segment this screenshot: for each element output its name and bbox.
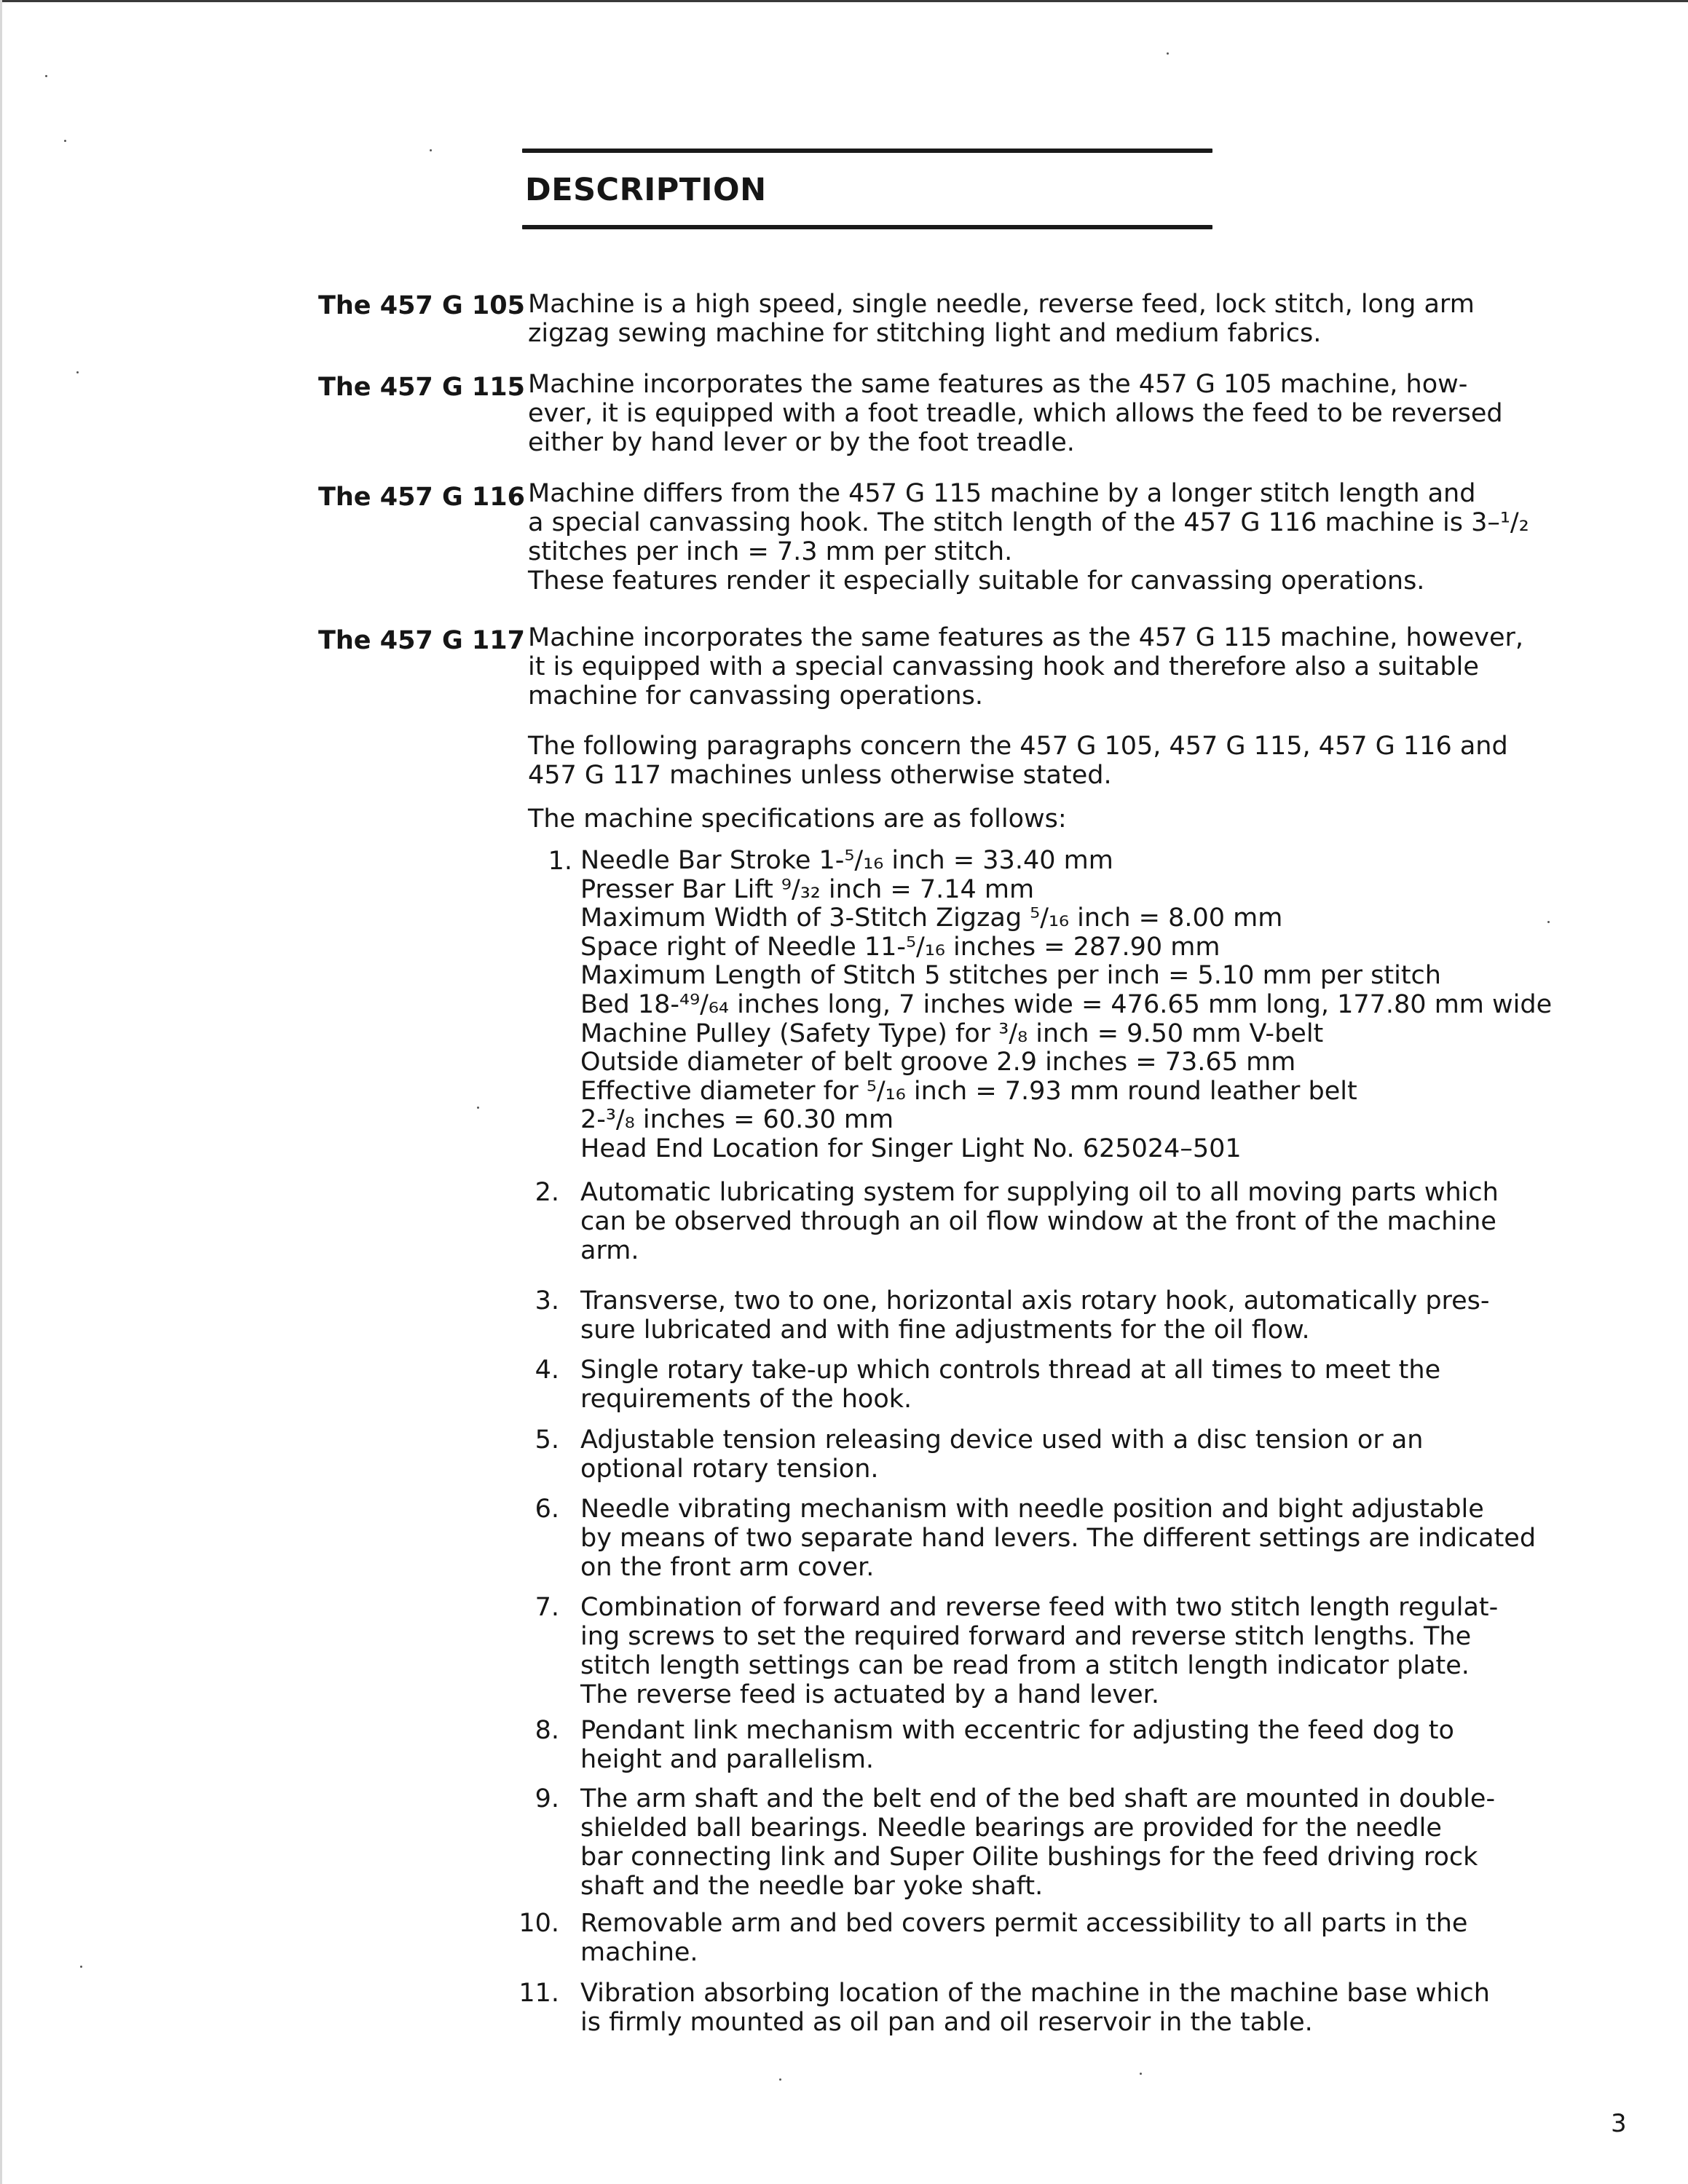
- text-line: Machine differs from the 457 G 115 machine by a longer stitch length and: [528, 479, 1476, 508]
- text-line: machine.: [580, 1938, 698, 1967]
- text-line: Transverse, two to one, horizontal axis rotary hook, automatically pres-: [580, 1286, 1490, 1315]
- spec-list: [580, 847, 1552, 1164]
- item-number: 6.: [535, 1495, 559, 1524]
- text-line: Machine incorporates the same features as the 457 G 105 machine, how-: [528, 370, 1468, 399]
- text-line: is firmly mounted as oil pan and oil reservoir in the table.: [580, 2008, 1313, 2037]
- scan-speck: [1140, 2073, 1142, 2075]
- scan-speck: [80, 1966, 82, 1968]
- page-title: DESCRIPTION: [525, 172, 767, 208]
- list-item: [580, 1909, 1498, 1967]
- spec-line: Maximum Width of 3-Stitch Zigzag ⁵/₁₆ inch = 8.00 mm: [580, 903, 1283, 933]
- page-number: 3: [1611, 2109, 1627, 2138]
- item-number: 2.: [535, 1178, 559, 1207]
- spec-line: 2-³/₈ inches = 60.30 mm: [580, 1105, 894, 1135]
- text-line: it is equipped with a special canvassing hook and therefore also a suitable: [528, 652, 1479, 681]
- list-item: [580, 1425, 1498, 1484]
- model-description: [528, 479, 1529, 596]
- heading-rule-bottom: [522, 225, 1212, 229]
- text-line: Automatic lubricating system for supplying oil to all moving parts which: [580, 1178, 1499, 1207]
- model-description: [528, 370, 1503, 457]
- text-line: shaft and the needle bar yoke shaft.: [580, 1872, 1044, 1901]
- spec-line: Machine Pulley (Safety Type) for ³/₈ inch = 9.50 mm V-belt: [580, 1018, 1324, 1048]
- intro-paragraph: [528, 732, 1508, 790]
- spec-line: Bed 18-⁴⁹/₆₄ inches long, 7 inches wide = 476.65 mm long, 177.80 mm wide: [580, 989, 1553, 1019]
- item-number: 11.: [518, 1979, 559, 2008]
- scan-speck: [430, 149, 432, 151]
- list-item: [580, 1286, 1498, 1345]
- text-line: ever, it is equipped with a foot treadle, which allows the feed to be reversed: [528, 399, 1503, 428]
- spec-line: Maximum Length of Stitch 5 stitches per inch = 5.10 mm per stitch: [580, 961, 1441, 991]
- item-number: 10.: [518, 1909, 559, 1938]
- list-item: [580, 1593, 1498, 1709]
- spec-line: Head End Location for Singer Light No. 625024–501: [580, 1133, 1242, 1163]
- text-line: Machine incorporates the same features as the 457 G 115 machine, however,: [528, 623, 1524, 652]
- text-line: Needle vibrating mechanism with needle position and bight adjustable: [580, 1495, 1484, 1524]
- text-line: machine for canvassing operations.: [528, 681, 983, 711]
- text-line: Combination of forward and reverse feed with two stitch length regulat-: [580, 1593, 1499, 1622]
- text-line: ing screws to set the required forward and reverse stitch lengths. The: [580, 1622, 1472, 1651]
- list-item: [580, 1356, 1498, 1414]
- spec-line: Effective diameter for ⁵/₁₆ inch = 7.93 mm round leather belt: [580, 1076, 1357, 1106]
- spec-line: Space right of Needle 11-⁵/₁₆ inches = 287.90 mm: [580, 932, 1220, 962]
- text-line: The reverse feed is actuated by a hand lever.: [580, 1680, 1159, 1709]
- text-line: The arm shaft and the belt end of the bed shaft are mounted in double-: [580, 1784, 1496, 1813]
- scan-speck: [76, 371, 79, 373]
- list-item: [580, 1495, 1537, 1582]
- text-line: height and parallelism.: [580, 1745, 875, 1774]
- text-line: can be observed through an oil flow window at the front of the machine: [580, 1207, 1496, 1236]
- text-line: zigzag sewing machine for stitching light and medium fabrics.: [528, 319, 1322, 348]
- item-number: 4.: [535, 1356, 559, 1385]
- text-line: requirements of the hook.: [580, 1385, 912, 1414]
- list-item: [580, 1979, 1498, 2037]
- list-item: [580, 1784, 1498, 1901]
- text-line: either by hand lever or by the foot treadle.: [528, 428, 1075, 457]
- scan-speck: [477, 1107, 479, 1109]
- list-item: [580, 1716, 1498, 1774]
- text-line: These features render it especially suitable for canvassing operations.: [528, 566, 1425, 596]
- text-line: arm.: [580, 1236, 639, 1265]
- text-line: shielded ball bearings. Needle bearings are provided for the needle: [580, 1813, 1442, 1843]
- text-line: Vibration absorbing location of the machine in the machine base which: [580, 1979, 1490, 2008]
- text-line: optional rotary tension.: [580, 1455, 879, 1484]
- specs-heading: [528, 804, 1493, 834]
- scan-speck: [45, 75, 47, 77]
- text-line: sure lubricated and with fine adjustments for the oil flow.: [580, 1315, 1310, 1345]
- text-line: Machine is a high speed, single needle, reverse feed, lock stitch, long arm: [528, 290, 1475, 319]
- model-label: The 457 G 117: [318, 626, 525, 655]
- text-line: stitch length settings can be read from a stitch length indicator plate.: [580, 1651, 1470, 1680]
- item-number: 5.: [535, 1425, 559, 1455]
- model-label: The 457 G 115: [318, 373, 525, 402]
- scan-speck: [1167, 52, 1169, 55]
- model-description: [528, 290, 1493, 348]
- model-description: [528, 623, 1524, 711]
- scan-speck: [64, 140, 66, 142]
- model-label: The 457 G 116: [318, 483, 525, 512]
- spec-line: Presser Bar Lift ⁹/₃₂ inch = 7.14 mm: [580, 874, 1035, 904]
- list-item: [580, 1178, 1498, 1265]
- text-line: 457 G 117 machines unless otherwise stated.: [528, 761, 1112, 790]
- spec-line: Outside diameter of belt groove 2.9 inches = 73.65 mm: [580, 1048, 1296, 1077]
- item-number: 3.: [535, 1286, 559, 1315]
- spec-line: Needle Bar Stroke 1-⁵/₁₆ inch = 33.40 mm: [580, 846, 1113, 875]
- scan-top-edge: [0, 0, 1688, 2]
- item-number: 9.: [535, 1784, 559, 1813]
- text-line: The machine specifications are as follows:: [528, 804, 1067, 834]
- text-line: The following paragraphs concern the 457 G 105, 457 G 115, 457 G 116 and: [528, 732, 1508, 761]
- text-line: a special canvassing hook. The stitch length of the 457 G 116 machine is 3–¹/₂: [528, 508, 1529, 537]
- text-line: on the front arm cover.: [580, 1553, 875, 1582]
- scan-left-edge: [0, 0, 2, 2184]
- heading-rule-top: [522, 149, 1212, 153]
- item-number: 1.: [548, 847, 572, 876]
- text-line: bar connecting link and Super Oilite bushings for the feed driving rock: [580, 1843, 1478, 1872]
- text-line: Removable arm and bed covers permit accessibility to all parts in the: [580, 1909, 1468, 1938]
- scan-speck: [779, 2078, 781, 2081]
- text-line: Pendant link mechanism with eccentric for adjusting the feed dog to: [580, 1716, 1454, 1745]
- item-number: 8.: [535, 1716, 559, 1745]
- text-line: by means of two separate hand levers. The different settings are indicated: [580, 1524, 1537, 1553]
- item-number: 7.: [535, 1593, 559, 1622]
- text-line: stitches per inch = 7.3 mm per stitch.: [528, 537, 1013, 566]
- text-line: Single rotary take-up which controls thread at all times to meet the: [580, 1356, 1441, 1385]
- text-line: Adjustable tension releasing device used with a disc tension or an: [580, 1425, 1424, 1455]
- model-label: The 457 G 105: [318, 291, 525, 320]
